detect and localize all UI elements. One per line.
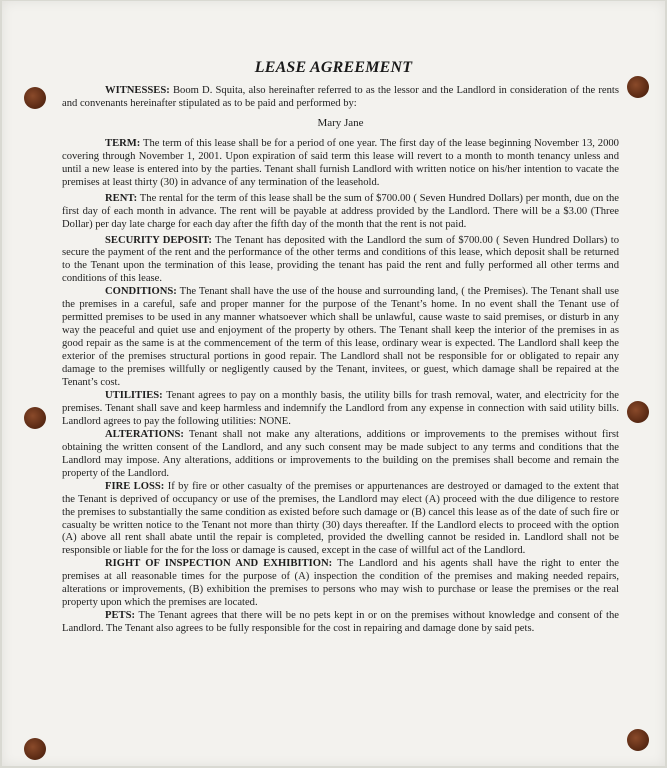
binder-hole-icon bbox=[627, 729, 649, 751]
section-paragraph bbox=[62, 610, 619, 636]
section-heading: SECURITY DEPOSIT: bbox=[105, 234, 212, 246]
section-paragraph bbox=[62, 390, 619, 429]
section-heading: PETS: bbox=[105, 610, 136, 622]
section-text: The Tenant has deposited with the Landlord the sum of $700.00 ( Seven Hundred Dollars) to secure the payment of the rent and the performance of the other terms and conditions of this lease, which deposit shall be returned to the Tenant upon the termination of this lease, providing the tenant has paid the rent and fully performed all other terms and conditions of this lease. bbox=[62, 234, 619, 285]
witnesses-paragraph bbox=[62, 85, 619, 111]
tenant-name: Mary Jane bbox=[317, 116, 364, 129]
binder-hole-icon bbox=[627, 76, 649, 98]
binder-hole-icon bbox=[627, 401, 649, 423]
section-heading: TERM: bbox=[105, 137, 141, 149]
document-body bbox=[62, 85, 619, 636]
section-heading: RIGHT OF INSPECTION AND EXHIBITION: bbox=[105, 558, 333, 570]
witnesses-text: Boom D. Squita, also hereinafter referred to as the lessor and the Landlord in consideration of the rents and convenants hereinafter stipulated as to be paid and performed by: bbox=[62, 85, 619, 109]
section-text: The term of this lease shall be for a period of one year. The first day of the lease beginning November 13, 2000 covering through November 1, 2001. Upon expiration of said term this lease will revert to a month to month tenancy unless and until a new lease is entered into by the parties. Tenant shall furnish Landlord with written notice on his/her intention to vacate the premises at least thirty (30) in advance of any termination of the leasehold. bbox=[62, 137, 619, 188]
binder-hole-icon bbox=[24, 87, 46, 109]
section-text: The Tenant agrees that there will be no pets kept in or on the premises without knowledge and consent of the Landlord. The Tenant also agrees to be fully responsible for the cost in repairing and damage done by said pets. bbox=[62, 610, 619, 635]
binder-hole-icon bbox=[24, 738, 46, 760]
section-text: The Landlord and his agents shall have the right to enter the premises at all reasonable times for the purpose of (A) inspection the condition of the premises and making needed repairs, alterations or improvements, (B) exhibition the premises to persons who may wish to purchase or lease the premises or the real property upon which the premises are located. bbox=[62, 558, 620, 609]
witnesses-heading: WITNESSES: bbox=[105, 85, 170, 96]
section-paragraph bbox=[62, 138, 619, 190]
section-paragraph bbox=[62, 235, 619, 287]
section-heading: CONDITIONS: bbox=[105, 286, 177, 298]
section-paragraph bbox=[62, 558, 619, 610]
section-paragraph bbox=[62, 193, 619, 232]
section-paragraph bbox=[62, 481, 619, 559]
section-text: The Tenant shall have the use of the house and surrounding land, ( the Premises). The Tenant shall use the premises in a careful, safe and proper manner for the purpose of the Tenant’s home. In no event shall the Tenant use of permitted premises to be used in any manner whatsoever which shall be unlawful, cause waste to said premises, or disturb in any way the peaceful and quiet use and enjoyment of the property by others. The Tenant shall keep the interior of the premises in as good repair as the same is at the commencement of the term of this lease, ordinary wear is expected. The Landlord shall keep the exterior of the premises structural portions in good repair. The Landlord shall not be responsible for or obligated to repair any damage to the premises willfully or negligently caused by the Tenant, invitees, or guest, which damage shall be repaired at the Tenant’s cost. bbox=[62, 286, 619, 389]
section-text: The rental for the term of this lease shall be the sum of $700.00 ( Seven Hundred Dollars) per month, due on the first day of each month in advance. The rent will be payable at address provided by the Landlord. There will be a $3.00 (Three Dollar) per day late charge for each day after the fifth day of the month that the rent is not paid. bbox=[62, 192, 619, 230]
section-text: If by fire or other casualty of the premises or appurtenances are destroyed or damaged to the extent that the Tenant is deprived of occupancy or use of the premises, the Landlord may elect (A) proceed with the due diligence to restore the premises to substantially the same condition as existed before such damage or (B) cancel this lease as of the date of such fire or casualty be written notice to the Tenant not more than thirty (30) days thereafter. If the Landlord elects to proceed with the option (A) above all rent shall abate until the repair is completed, provided the dwelling cannot be resided in. Landlord shall not be responsible or liable for the for the loss or damage is caused, except in the case of willful act of the Landlord. bbox=[62, 480, 619, 557]
section-paragraph bbox=[62, 429, 619, 481]
binder-hole-icon bbox=[24, 407, 46, 429]
section-heading: FIRE LOSS: bbox=[105, 480, 165, 492]
document-title: LEASE AGREEMENT bbox=[254, 59, 413, 76]
section-paragraph bbox=[62, 286, 619, 390]
lease-page bbox=[2, 1, 665, 766]
section-heading: RENT: bbox=[105, 192, 138, 204]
section-heading: UTILITIES: bbox=[105, 389, 163, 401]
section-text: Tenant shall not make any alterations, additions or improvements to the premises without first obtaining the written consent of the Landlord, and any such consent may be made subject to any terms and conditions that the Landlord may impose. Any alterations, additions or improvements to the building on the premises shall become and remain the property of the Landlord. bbox=[62, 428, 619, 479]
section-text: Tenant agrees to pay on a monthly basis, the utility bills for trash removal, water, and electricity for the premises. Tenant shall save and keep harmless and indemnify the Landlord from any expense in connection with said utility bills. Landlord agrees to pay the following utilities: NONE. bbox=[62, 389, 619, 427]
section-heading: ALTERATIONS: bbox=[105, 428, 184, 440]
